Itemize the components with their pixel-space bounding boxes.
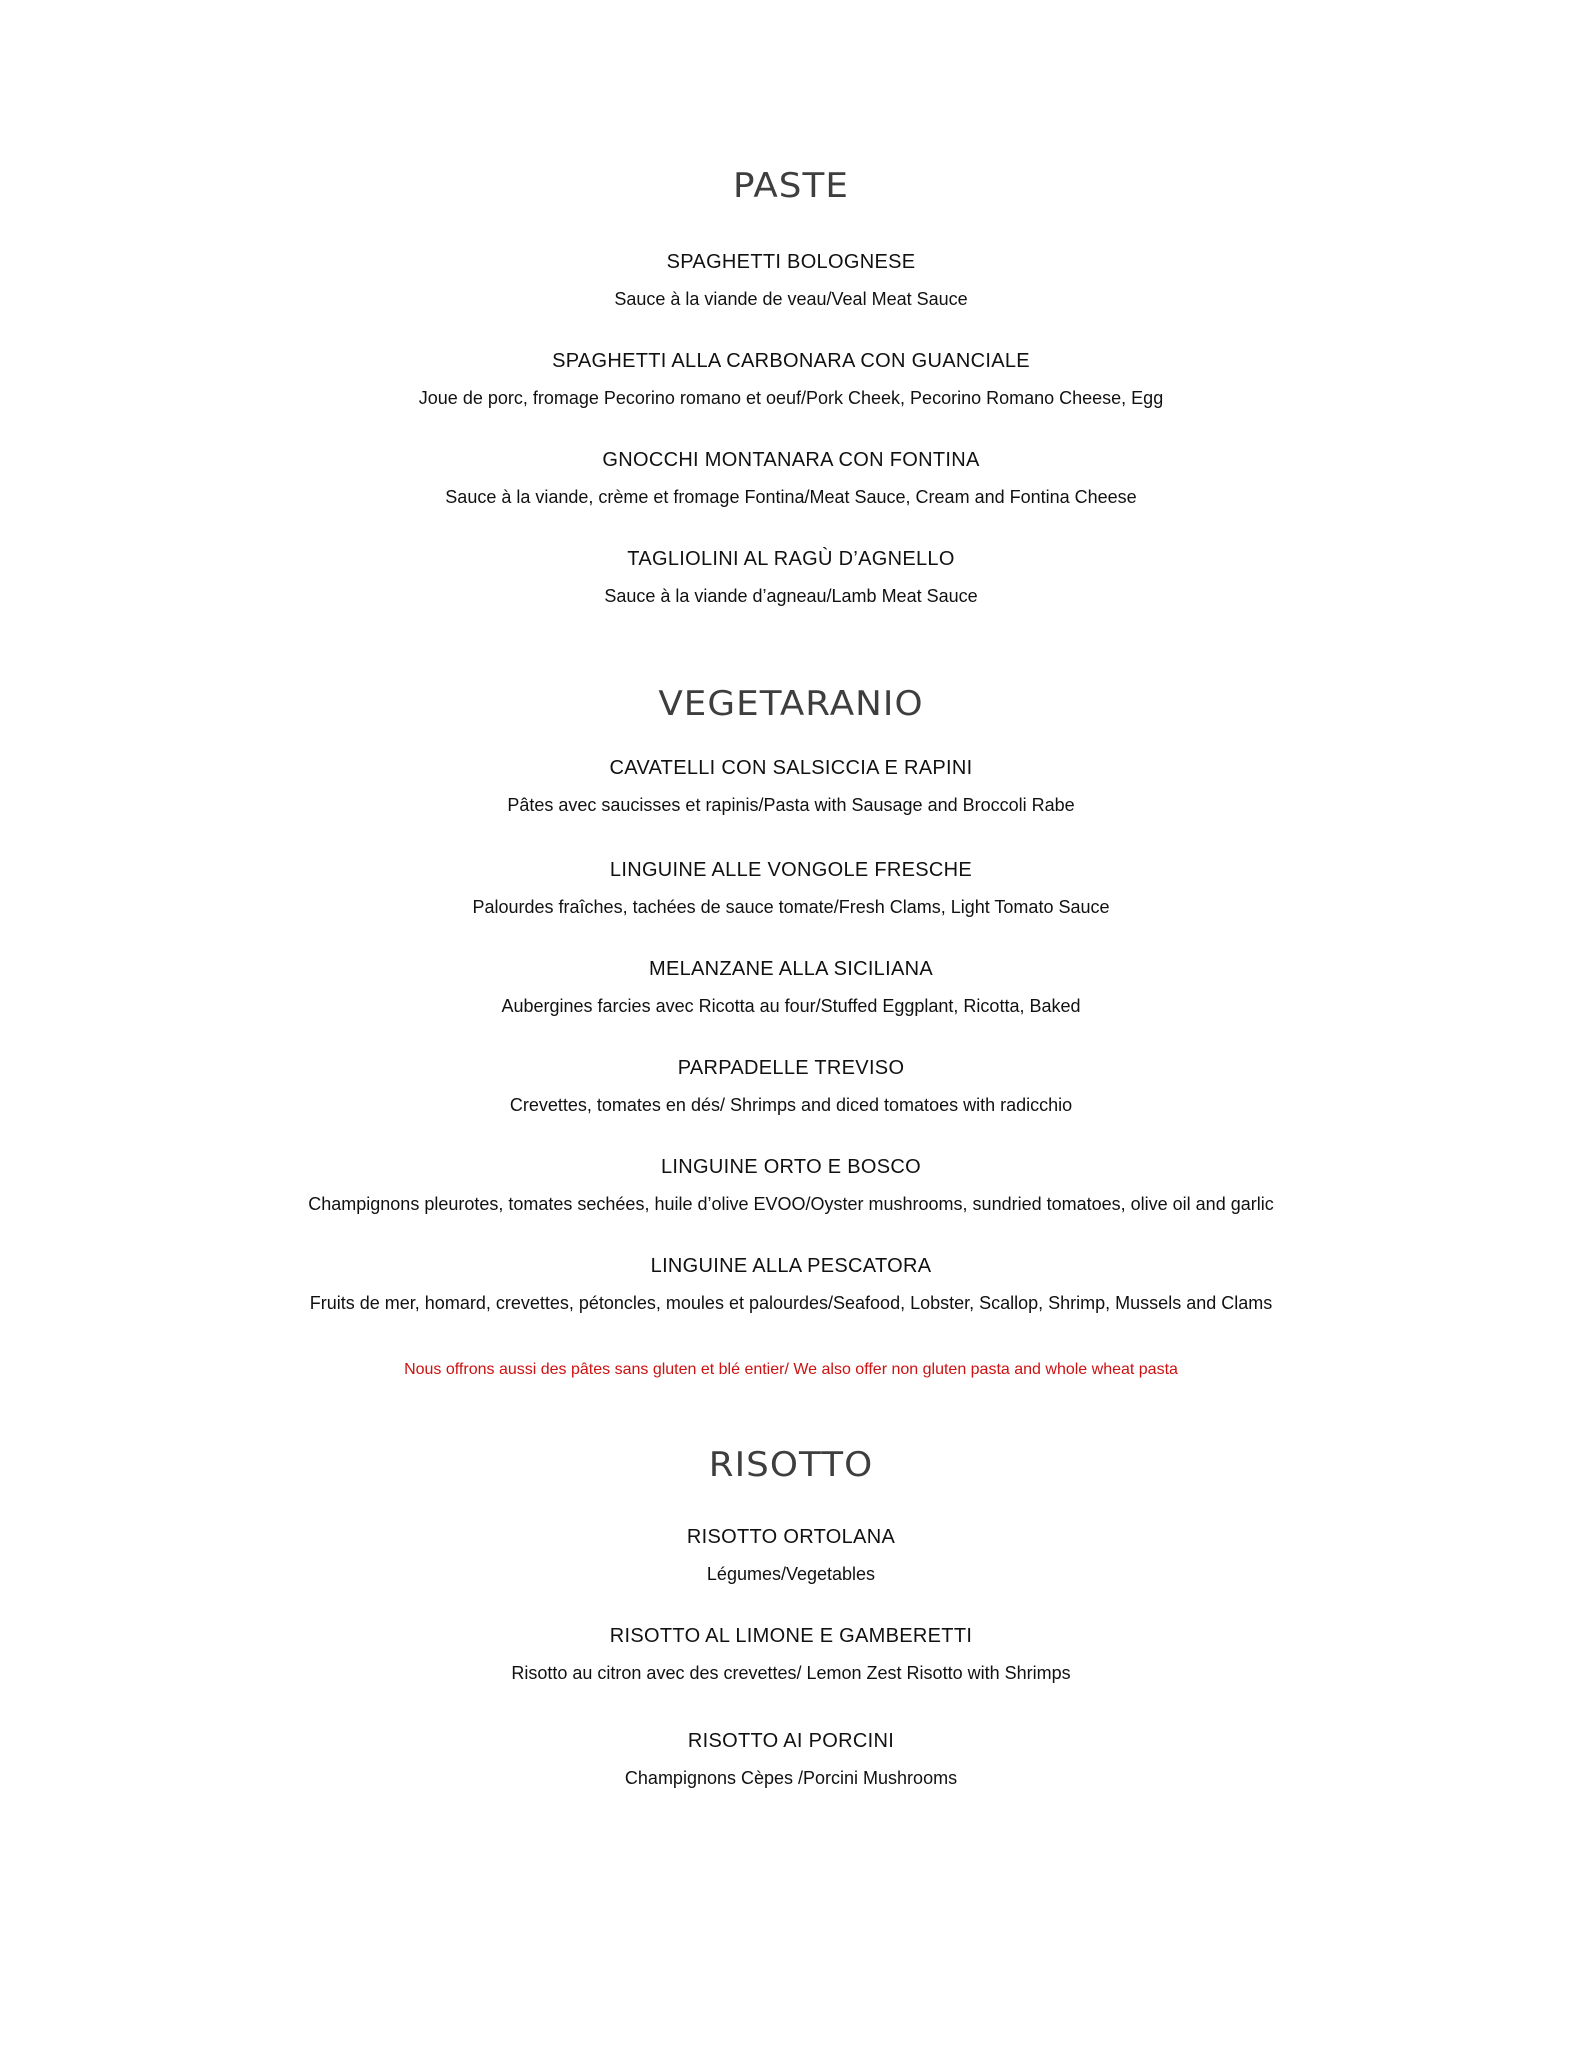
section-title-risotto: RISOTTO — [708, 1445, 874, 1485]
dish-name: RISOTTO ORTOLANA — [686, 1526, 896, 1548]
dish-description: Risotto au citron avec des crevettes/ Lemon Zest Risotto with Shrimps — [511, 1663, 1071, 1683]
dish-description: Sauce à la viande d’agneau/Lamb Meat Sauce — [604, 586, 978, 606]
dish-name: RISOTTO AI PORCINI — [687, 1730, 895, 1752]
dish-description: Palourdes fraîches, tachées de sauce tomate/Fresh Clams, Light Tomato Sauce — [472, 897, 1110, 917]
dish-description: Légumes/Vegetables — [706, 1564, 876, 1584]
dish-description: Sauce à la viande de veau/Veal Meat Sauce — [614, 289, 968, 309]
dish-description: Fruits de mer, homard, crevettes, pétoncles, moules et palourdes/Seafood, Lobster, Scallop, Shrimp, Mussels and Clams — [309, 1293, 1273, 1313]
section-title-vegetaranio: VEGETARANIO — [658, 684, 924, 724]
dish-description: Champignons Cèpes /Porcini Mushrooms — [624, 1768, 958, 1788]
gluten-free-note: Nous offrons aussi des pâtes sans gluten et blé entier/ We also offer non gluten pasta and whole wheat pasta — [404, 1361, 1178, 1378]
section-title-paste: PASTE — [733, 166, 849, 206]
dish-description: Champignons pleurotes, tomates sechées, huile d’olive EVOO/Oyster mushrooms, sundried tomatoes, olive oil and garlic — [308, 1194, 1274, 1214]
dish-name: LINGUINE ALLA PESCATORA — [650, 1255, 932, 1277]
dish-name: CAVATELLI CON SALSICCIA E RAPINI — [609, 757, 973, 779]
dish-name: MELANZANE ALLA SICILIANA — [649, 958, 933, 980]
dish-name: LINGUINE ORTO E BOSCO — [660, 1156, 922, 1178]
dish-name: LINGUINE ALLE VONGOLE FRESCHE — [609, 859, 973, 881]
dish-name: GNOCCHI MONTANARA CON FONTINA — [602, 449, 980, 471]
dish-description: Crevettes, tomates en dés/ Shrimps and diced tomatoes with radicchio — [509, 1095, 1073, 1115]
dish-name: RISOTTO AL LIMONE E GAMBERETTI — [609, 1625, 973, 1647]
dish-description: Sauce à la viande, crème et fromage Fontina/Meat Sauce, Cream and Fontina Cheese — [445, 487, 1137, 507]
dish-description: Joue de porc, fromage Pecorino romano et oeuf/Pork Cheek, Pecorino Romano Cheese, Egg — [418, 388, 1164, 408]
dish-description: Pâtes avec saucisses et rapinis/Pasta with Sausage and Broccoli Rabe — [507, 795, 1075, 815]
dish-name: SPAGHETTI ALLA CARBONARA CON GUANCIALE — [552, 350, 1030, 372]
dish-name: TAGLIOLINI AL RAGÙ D’AGNELLO — [627, 548, 955, 570]
dish-name: SPAGHETTI BOLOGNESE — [666, 251, 916, 273]
dish-name: PARPADELLE TREVISO — [677, 1057, 905, 1079]
dish-description: Aubergines farcies avec Ricotta au four/Stuffed Eggplant, Ricotta, Baked — [501, 996, 1081, 1016]
